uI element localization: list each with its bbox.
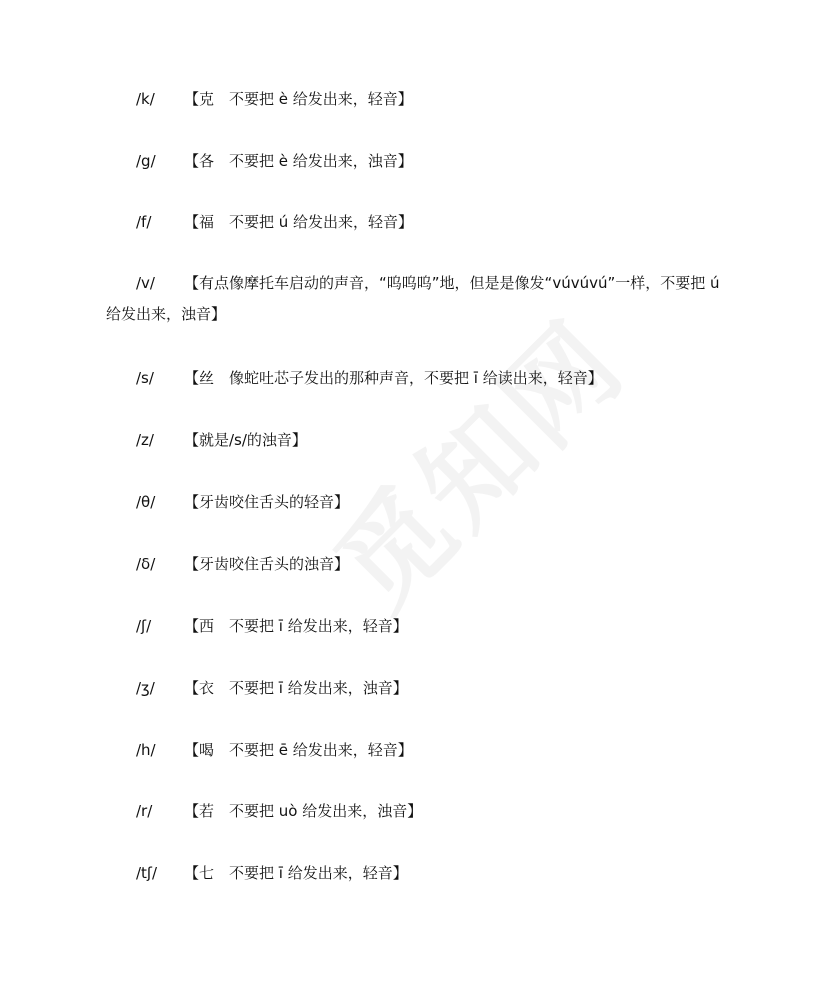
phoneme-symbol: /ʒ/ <box>136 679 155 697</box>
phoneme-symbol: /s/ <box>136 369 154 387</box>
phoneme-symbol: /θ/ <box>136 493 156 511</box>
phoneme-row-g <box>136 150 413 172</box>
phoneme-description: 【福 不要把 ú 给发出来，轻音】 <box>184 213 414 231</box>
phoneme-symbol: /z/ <box>136 431 154 449</box>
phoneme-description: 【七 不要把 ī 给发出来，轻音】 <box>184 864 408 882</box>
phoneme-row-r <box>136 800 422 822</box>
phoneme-row-ezh <box>136 677 408 699</box>
phoneme-description: 【牙齿咬住舌头的浊音】 <box>184 555 350 573</box>
phoneme-description: 【衣 不要把 ī 给发出来，浊音】 <box>184 679 408 697</box>
phoneme-symbol: /δ/ <box>136 555 156 573</box>
phoneme-description: 【牙齿咬住舌头的轻音】 <box>184 493 350 511</box>
phoneme-symbol: /ʃ/ <box>136 617 152 635</box>
phoneme-row-theta <box>136 491 349 513</box>
watermark <box>295 280 653 638</box>
phoneme-row-h <box>136 739 413 761</box>
phoneme-description: 【克 不要把 è 给发出来，轻音】 <box>184 90 413 108</box>
phoneme-row-v <box>106 268 736 330</box>
phoneme-description: 【丝 像蛇吐芯子发出的那种声音，不要把 ī 给读出来，轻音】 <box>184 369 603 387</box>
phoneme-symbol: /r/ <box>136 802 153 820</box>
phoneme-description: 【喝 不要把 ē 给发出来，轻音】 <box>184 741 413 759</box>
phoneme-row-delta <box>136 553 349 575</box>
phoneme-row-s <box>136 367 603 389</box>
phoneme-description: 【就是/s/的浊音】 <box>184 431 307 449</box>
phoneme-row-esh <box>136 615 408 637</box>
phoneme-row-tsh <box>136 862 408 884</box>
phoneme-symbol: /h/ <box>136 741 156 759</box>
phoneme-description: 【各 不要把 è 给发出来，浊音】 <box>184 152 413 170</box>
phoneme-symbol: /g/ <box>136 152 156 170</box>
phoneme-description: 【有点像摩托车启动的声音，“呜呜呜”地，但是是像发“vúvúvú”一样，不要把 ú 给发出来，浊音】 <box>106 274 720 323</box>
phoneme-row-f <box>136 211 413 233</box>
phoneme-row-z <box>136 429 307 451</box>
phoneme-symbol: /tʃ/ <box>136 864 158 882</box>
phoneme-description: 【西 不要把 ī 给发出来，轻音】 <box>184 617 408 635</box>
phoneme-symbol: /v/ <box>136 274 155 292</box>
phoneme-symbol: /f/ <box>136 213 152 231</box>
phoneme-description: 【若 不要把 uò 给发出来，浊音】 <box>184 802 423 820</box>
phoneme-symbol: /k/ <box>136 90 155 108</box>
phoneme-row-k <box>136 88 413 110</box>
